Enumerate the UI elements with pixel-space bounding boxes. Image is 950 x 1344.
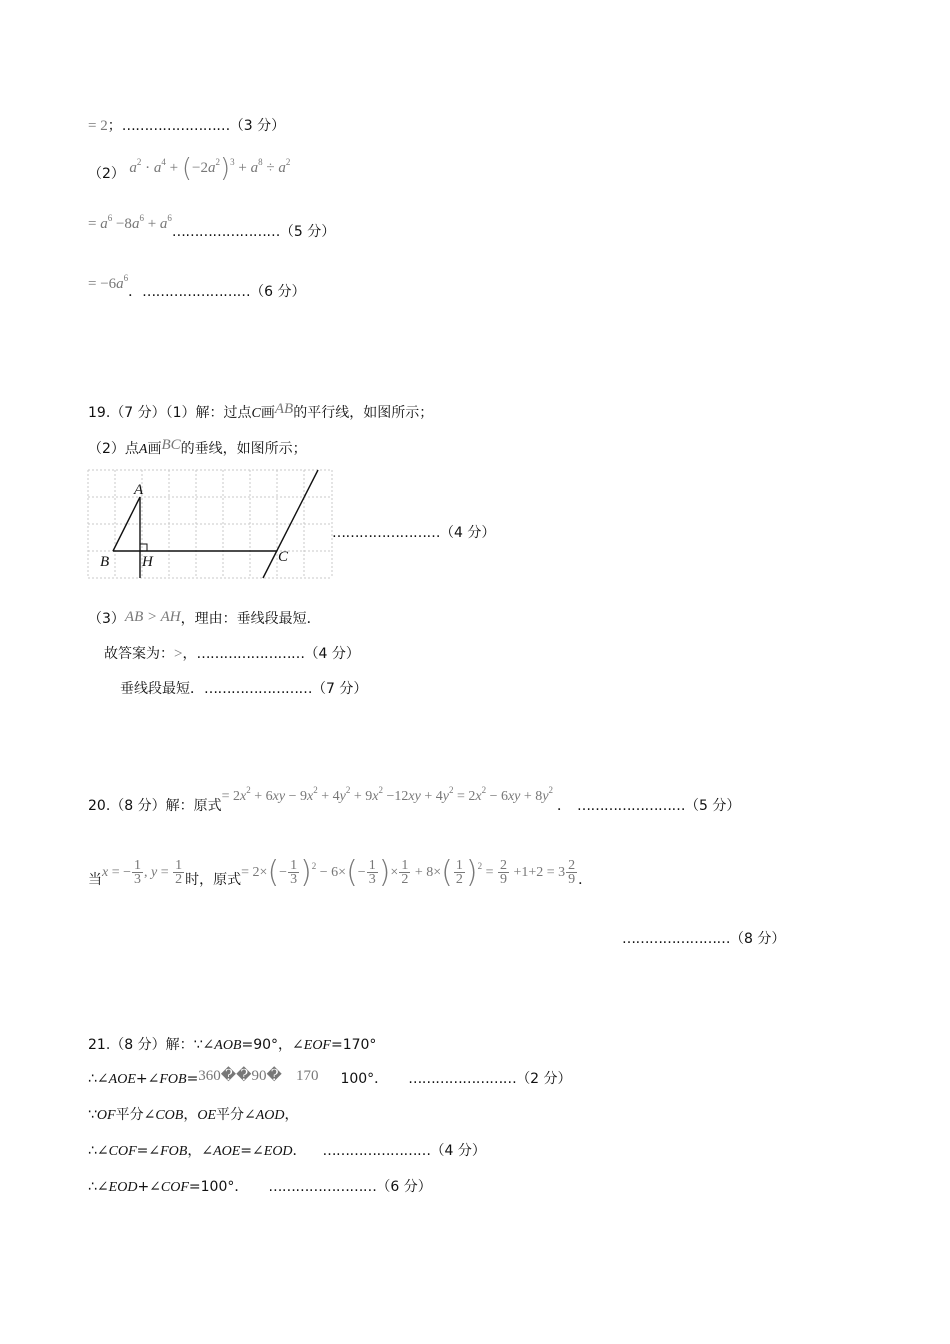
punct: ，	[182, 646, 197, 662]
q19-p2-tail: 的垂线，如图所示；	[180, 441, 307, 457]
angle-eod: ∠EOD	[96, 1180, 138, 1195]
q21-line-4	[88, 1141, 486, 1162]
q18-line-2	[88, 153, 291, 184]
math-expr: = $2x^2 + 6xy - 9x^2 + 4y^2 + 9x^2 -12xy + 4y^2 = 2x^2 - 6xy + 8y^2$	[221, 785, 554, 804]
angle-fob: ∠FOB	[147, 1072, 187, 1087]
plus: +	[135, 1071, 148, 1087]
ray-oe: OE	[197, 1108, 216, 1123]
therefore: ∴	[88, 1143, 97, 1159]
q19-figure-score	[332, 523, 495, 543]
math-expr: = $a^6 -8a^6 + a^6$	[88, 213, 172, 232]
q20-line-3	[622, 929, 785, 949]
q19-p2-text: （2）点	[88, 441, 139, 457]
therefore: ∴	[88, 1179, 97, 1195]
leader-dots: ……………………	[121, 118, 230, 134]
q20-head: 20.（8 分）解：原式	[88, 798, 222, 814]
value: =90°，	[241, 1037, 293, 1053]
score: （2 分）	[516, 1071, 572, 1087]
leader-dots: ……………………	[408, 1071, 517, 1087]
leader-dots: ……………………	[332, 525, 440, 541]
q19-head-text: 19.（7 分）（1）解：过点	[88, 405, 252, 421]
q19-head	[88, 403, 433, 424]
leader-dots: ……………………	[142, 284, 251, 300]
q19-p3-tail: ，理由：垂线段最短．	[180, 611, 321, 627]
angle-aod: ∠AOD	[244, 1108, 285, 1123]
point-a: A	[138, 442, 148, 457]
math-expr: AB > AH	[124, 609, 181, 625]
grid-lines	[88, 470, 332, 578]
punct: ，	[183, 1107, 198, 1123]
label-b: B	[100, 554, 110, 570]
math-symbol: >	[174, 646, 183, 662]
score: （4 分）	[440, 525, 496, 541]
angle-fob: ∠FOB	[148, 1144, 188, 1159]
score: （6 分）	[376, 1179, 432, 1195]
label-c: C	[278, 549, 289, 565]
angle-aoe: ∠AOE	[201, 1144, 241, 1159]
equals: =	[186, 1071, 199, 1087]
q19-answer-text: 故答案为：	[104, 646, 174, 662]
leader-dots: ……………………	[622, 931, 730, 947]
angle-cof: ∠COF	[96, 1144, 137, 1159]
point-c: C	[251, 406, 261, 421]
label-h: H	[142, 554, 153, 570]
leader-dots: ……………………	[196, 646, 305, 662]
q21-line-2	[88, 1069, 572, 1090]
math-condition: x = − $\frac{1}{3}$ , y = $\frac{1}{2}$	[102, 858, 183, 888]
ray-of: OF	[96, 1108, 116, 1123]
grid-figure	[86, 468, 336, 582]
score: （4 分）	[430, 1143, 486, 1159]
right-angle-mark	[140, 544, 147, 551]
q19-answer	[104, 644, 360, 664]
equals: =	[136, 1143, 149, 1159]
because: ∵	[88, 1107, 97, 1123]
score: （7 分）	[312, 681, 368, 697]
q18-line-4	[88, 273, 306, 300]
q21-line-3	[88, 1105, 299, 1126]
q19-answer-2	[120, 679, 367, 699]
score: （4 分）	[304, 646, 360, 662]
punct: ．	[128, 284, 143, 300]
leader-dots: ……………………	[204, 681, 312, 697]
punct: ．	[557, 798, 572, 814]
angle-cob: ∠COB	[143, 1108, 184, 1123]
part-label: （2）	[88, 166, 125, 182]
equals: =	[240, 1143, 253, 1159]
math-expr: = 2	[88, 118, 108, 134]
score: （5 分）	[685, 798, 741, 814]
leader-dots: ……………………	[171, 224, 280, 240]
value: =170°	[330, 1037, 377, 1053]
math-substitution: = 2×(− $\frac{1}{3}$ )$^2$ − 6×(− $\frac{1}{3}$ )× $\frac{1}{2}$ + 8×( $\frac{1}{2}$ )$^2$ = $\frac{2}{9}$ +1+2 = 3 $\frac{2}{9}$	[241, 854, 576, 890]
q20-line-1	[88, 785, 741, 814]
q21-head	[88, 1035, 376, 1056]
math-expr: $a^2 \cdot a^4 + (-2a^2)^3 + a^8 \div a^2$	[129, 153, 291, 184]
leader-dots: ……………………	[577, 798, 686, 814]
q19-part-3	[88, 609, 321, 629]
punct: ．	[578, 872, 593, 888]
q18-line-1	[88, 116, 285, 136]
punct: ．	[292, 1143, 307, 1159]
q19-part-2	[88, 439, 307, 460]
therefore: ∴	[88, 1071, 97, 1087]
score: （5 分）	[279, 224, 336, 240]
part-label: （3）	[88, 611, 125, 627]
value: =100°．	[188, 1179, 249, 1195]
value-170: 170	[295, 1068, 319, 1084]
bisects: 平分	[115, 1107, 144, 1123]
angle-aoe: ∠AOE	[96, 1072, 136, 1087]
angle-eod: ∠EOD	[252, 1144, 293, 1159]
q19-p2-mid: 画	[147, 441, 162, 457]
q19-answer-2-text: 垂线段最短．	[120, 681, 204, 697]
punct: ，	[187, 1143, 202, 1159]
punct: ，	[284, 1107, 299, 1123]
angle-cof: ∠COF	[149, 1180, 189, 1195]
score: （3 分）	[229, 118, 286, 134]
score: （6 分）	[250, 284, 306, 300]
angle-aob: ∠AOB	[202, 1038, 242, 1053]
leader-dots: ……………………	[268, 1179, 377, 1195]
q19-head-tail: 的平行线，如图所示；	[293, 405, 434, 421]
plus: +	[137, 1179, 150, 1195]
score: （8 分）	[730, 931, 786, 947]
label-a: A	[134, 482, 144, 498]
segment-bc: BC	[161, 437, 181, 453]
segment-ab: AB	[274, 401, 294, 417]
q21-head-text: 21.（8 分）解：∵	[88, 1037, 203, 1053]
q20-mid: 时，原式	[185, 872, 242, 888]
q20-line-2	[88, 852, 592, 893]
value: 100°．	[340, 1071, 389, 1087]
q19-head-mid: 画	[260, 405, 275, 421]
garbled-expr: 360��90�	[198, 1068, 282, 1084]
angle-eof: ∠EOF	[292, 1038, 331, 1053]
q18-line-3	[88, 213, 336, 240]
q20-when: 当	[88, 872, 102, 888]
math-expr: = $-6a^6$	[88, 273, 129, 292]
bisects: 平分	[216, 1107, 244, 1123]
punct: ；	[107, 118, 122, 134]
leader-dots: ……………………	[322, 1143, 431, 1159]
q21-line-5	[88, 1177, 432, 1198]
